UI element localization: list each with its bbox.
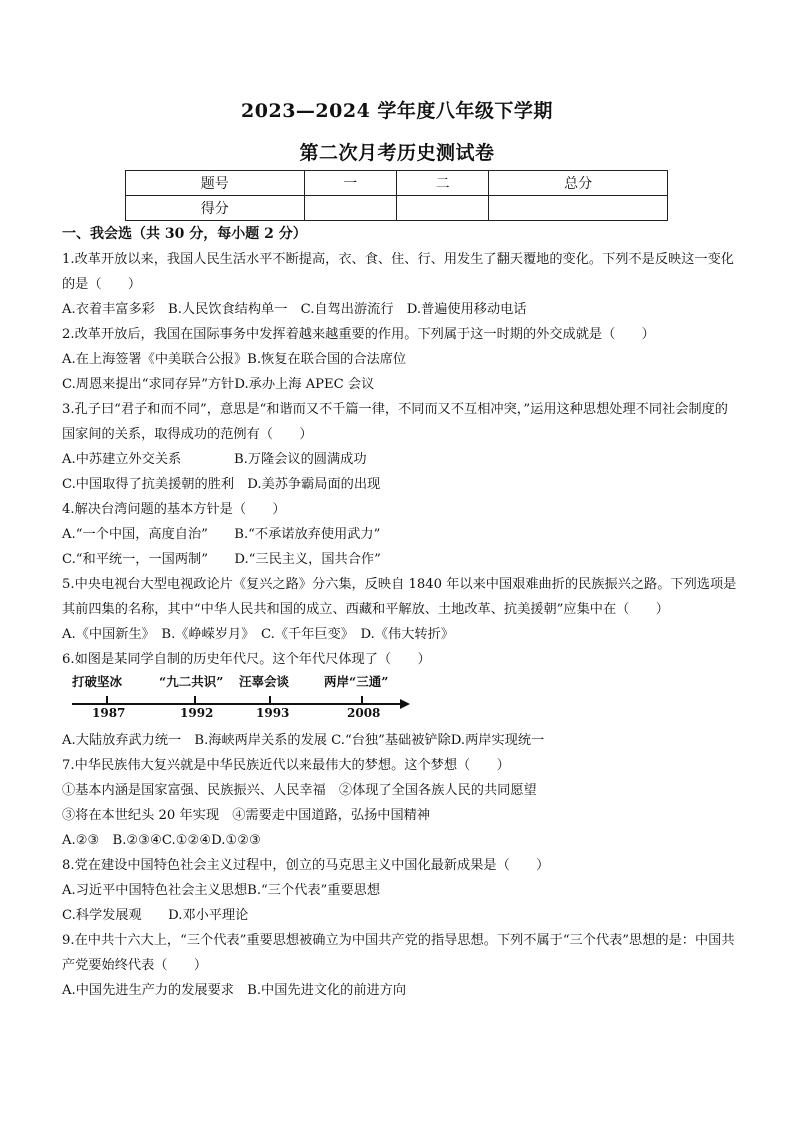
score-header-cell: 二 [396,171,488,196]
question-stem: 5.中央电视台大型电视政论片《复兴之路》分六集，反映自 1840 年以来中国艰难曲折的民族振兴之路。下列选项是其前四集的名称，其中“中华人民共和国的成立、西藏和平解放、土地改革、抗美援朝”应集中在（ ） [62,577,737,617]
question-stem: 3.孔子曰“君子和而不同”，意思是“和谐而又不千篇一律，不同而又不互相冲突，”运用这种思想处理不同社会制度的国家间的关系，取得成功的范例有（ ） [62,402,728,442]
score-table-score-row [126,196,668,221]
question-stem: 6.如图是某同学自制的历史年代尺。这个年代尺体现了（ ） [62,652,431,667]
question-options: A.中苏建立外交关系 B.万隆会议的圆满成功 [62,452,367,467]
question-options: A.习近平中国特色社会主义思想B.“三个代表”重要思想 [62,883,381,898]
question-options: A.《中国新生》 B.《峥嵘岁月》 C.《千年巨变》 D.《伟大转折》 [62,627,454,642]
score-row-label: 得分 [126,196,305,221]
exam-title: 2023—2024 学年度八年级下学期 [241,100,553,122]
question-stem: 2.改革开放后，我国在国际事务中发挥着越来越重要的作用。下列属于这一时期的外交成就是（ ） [62,327,655,342]
timeline-event-label: “九二共识” [159,674,224,689]
score-header-cell: 题号 [126,171,305,196]
question-options: C.中国取得了抗美援朝的胜利 D.美苏争霸局面的出现 [62,477,381,492]
question-options: C.科学发展观 D.邓小平理论 [62,908,249,923]
question-statements: ③将在本世纪头 20 年实现 ④需要走中国道路，弘扬中国精神 [62,808,431,823]
question-stem: 1.改革开放以来，我国人民生活水平不断提高，衣、食、住、行、用发生了翻天覆地的变化。下列不是反映这一变化的是（ ） [62,252,734,292]
question-options: C.“和平统一，一国两制” D.“三民主义，国共合作” [62,552,381,567]
question-stem: 4.解决台湾问题的基本方针是（ ） [62,502,286,517]
timeline-year: 2008 [347,706,381,720]
question-options: A.中国先进生产力的发展要求 B.中国先进文化的前进方向 [62,983,407,998]
score-cell[interactable] [489,196,668,221]
exam-subtitle: 第二次月考历史测试卷 [299,142,495,164]
timeline-year: 1993 [256,706,290,720]
timeline-event-label: 汪辜会谈 [239,674,290,689]
question-options: A.在上海签署《中美联合公报》B.恢复在联合国的合法席位 [62,352,407,367]
timeline-year: 1992 [180,706,214,720]
score-table-header-row [126,171,668,196]
timeline-arrow [400,699,410,709]
score-header-cell: 总分 [489,171,668,196]
question-body [62,222,738,1003]
question-stem: 7.中华民族伟大复兴就是中华民族近代以来最伟大的梦想。这个梦想（ ） [62,758,510,773]
question-options: A.大陆放弃武力统一 B.海峡两岸关系的发展 C.“台独”基础被铲除D.两岸实现统一 [62,733,545,748]
score-table [125,170,668,221]
score-cell[interactable] [304,196,396,221]
score-header-cell: 一 [304,171,396,196]
question-options: A.衣着丰富多彩 B.人民饮食结构单一 C.自驾出游流行 D.普遍使用移动电话 [62,302,527,317]
question-statements: ①基本内涵是国家富强、民族振兴、人民幸福 ②体现了全国各族人民的共同愿望 [62,783,537,798]
section-heading: 一、我会选（共 30 分，每小题 2 分） [62,226,307,242]
question-stem: 9.在中共十六大上，“三个代表”重要思想被确立为中国共产党的指导思想。下列不属于“三个代表”思想的是：中国共产党要始终代表（ ） [62,933,735,973]
question-stem: 8.党在建设中国特色社会主义过程中，创立的马克思主义中国化最新成果是（ ） [62,858,550,873]
question-options: C.周恩来提出“求同存异”方针D.承办上海 APEC 会议 [62,377,375,392]
timeline-event-label: 打破坚冰 [72,674,123,689]
question-options: A.②③ B.②③④C.①②④D.①②③ [62,833,261,848]
history-timeline [62,672,738,728]
question-options: A.“一个中国，高度自治” B.“不承诺放弃使用武力” [62,527,381,542]
timeline-year: 1987 [92,706,126,720]
timeline-event-label: 两岸“三通” [324,674,389,689]
score-cell[interactable] [396,196,488,221]
